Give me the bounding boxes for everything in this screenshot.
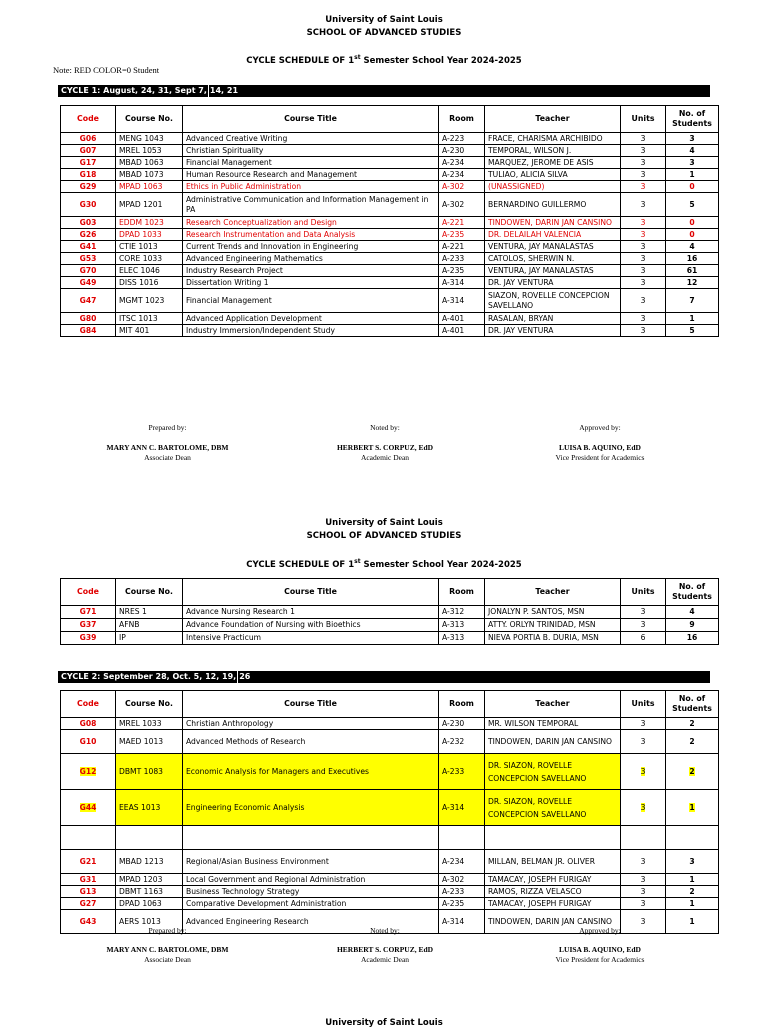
- cycle1-table: [60, 105, 719, 337]
- cell-teacher: MARQUEZ, JEROME DE ASIS: [485, 157, 621, 169]
- cell-teacher: DR. JAY VENTURA: [485, 277, 621, 289]
- col-students: No. of Students: [666, 579, 719, 606]
- cell-teacher: TINDOWEN, DARIN JAN CANSINO: [485, 217, 621, 229]
- cell-students: 1: [666, 874, 719, 886]
- approved-by-block-2: [520, 945, 680, 965]
- cell-units: 3: [621, 241, 666, 253]
- table-row: [61, 886, 719, 898]
- cell-course-no: DPAD 1033: [116, 229, 183, 241]
- table-row: [61, 790, 719, 826]
- cell-code: G06: [61, 133, 116, 145]
- cell-course-title: Dissertation Writing 1: [183, 277, 439, 289]
- col-teacher: Teacher: [485, 579, 621, 606]
- cycle2-label: CYCLE 2: September 28, Oct. 5, 12, 19,: [61, 672, 237, 681]
- university-name-2: University of Saint Louis: [325, 518, 443, 528]
- cell-teacher: TINDOWEN, DARIN JAN CANSINO: [485, 730, 621, 754]
- cell-course-no: MBAD 1213: [116, 850, 183, 874]
- cell-course-no: MPAD 1201: [116, 193, 183, 217]
- cell-students: 1: [666, 313, 719, 325]
- cell-course-no: DBMT 1083: [116, 754, 183, 790]
- cell-students: 7: [666, 289, 719, 313]
- cell-course-title: Local Government and Regional Administration: [183, 874, 439, 886]
- cell-code: [61, 790, 116, 826]
- cell-teacher: DR. DELAILAH VALENCIA: [485, 229, 621, 241]
- cell-room: A-313: [439, 632, 485, 645]
- cell-room: A-302: [439, 193, 485, 217]
- prepared-by-label-2: Prepared by:: [148, 926, 187, 935]
- table-row: [61, 325, 719, 337]
- table-row: [61, 850, 719, 874]
- cell-units: 3: [621, 253, 666, 265]
- cell-teacher: CATOLOS, SHERWIN N.: [485, 253, 621, 265]
- cell-course-no: MENG 1043: [116, 133, 183, 145]
- cell-students: 5: [666, 325, 719, 337]
- approved-by-role-2: Vice President for Academics: [555, 955, 645, 964]
- cell-code: G70: [61, 265, 116, 277]
- cell-students: 2: [666, 718, 719, 730]
- col-course-no: Course No.: [116, 691, 183, 718]
- cell-students: 4: [666, 606, 719, 619]
- col-room: Room: [439, 579, 485, 606]
- cell-course-no: IP: [116, 632, 183, 645]
- cell-code: G29: [61, 181, 116, 193]
- cell-course-no: MBAD 1063: [116, 157, 183, 169]
- cell-teacher: NIEVA PORTIA B. DURIA, MSN: [485, 632, 621, 645]
- col-code: Code: [61, 106, 116, 133]
- approved-by-role: Vice President for Academics: [555, 453, 645, 462]
- color-note: Note: RED COLOR=0 Student: [53, 65, 160, 75]
- cell-course-no: DBMT 1163: [116, 886, 183, 898]
- empty-cell: [116, 826, 183, 850]
- cell-course-title: Industry Research Project: [183, 265, 439, 277]
- cell-code: G13: [61, 886, 116, 898]
- cell-room: A-314: [439, 790, 485, 826]
- cell-room: A-221: [439, 241, 485, 253]
- cell-course-no: MPAD 1203: [116, 874, 183, 886]
- col-students: No. of Students: [666, 691, 719, 718]
- cell-units: 3: [621, 229, 666, 241]
- cell-teacher: TINDOWEN, DARIN JAN CANSINO: [485, 910, 621, 934]
- cell-code: G53: [61, 253, 116, 265]
- col-course-title: Course Title: [183, 579, 439, 606]
- cell-course-title: Research Conceptualization and Design: [183, 217, 439, 229]
- empty-cell: [61, 826, 116, 850]
- cell-room: A-314: [439, 277, 485, 289]
- cell-units: 3: [621, 874, 666, 886]
- cell-code: G18: [61, 169, 116, 181]
- cell-students: 0: [666, 229, 719, 241]
- cell-course-title: Administrative Communication and Information Management in PA: [183, 193, 439, 217]
- noted-by-name: HERBERT S. CORPUZ, EdD: [336, 443, 434, 452]
- cell-course-no: MAED 1013: [116, 730, 183, 754]
- cell-units: 3: [621, 265, 666, 277]
- cell-room: A-401: [439, 325, 485, 337]
- approved-by-label: Approved by:: [579, 423, 621, 432]
- nursing-table: [60, 578, 719, 645]
- table-header-row: [61, 106, 719, 133]
- cell-course-title: Advanced Engineering Research: [183, 910, 439, 934]
- empty-cell: [666, 826, 719, 850]
- cell-code: G26: [61, 229, 116, 241]
- cell-code: G27: [61, 898, 116, 910]
- cell-course-no: CTIE 1013: [116, 241, 183, 253]
- cell-room: A-302: [439, 181, 485, 193]
- cell-course-title: Comparative Development Administration: [183, 898, 439, 910]
- table-row: [61, 241, 719, 253]
- table-row: [61, 133, 719, 145]
- cycle1-bar: [58, 85, 710, 97]
- cell-students: 16: [666, 632, 719, 645]
- table-row: [61, 754, 719, 790]
- cell-students: 3: [666, 850, 719, 874]
- cell-course-no: MREL 1053: [116, 145, 183, 157]
- cell-course-no: DISS 1016: [116, 277, 183, 289]
- col-course-title: Course Title: [183, 106, 439, 133]
- cell-students-highlight: 2: [689, 766, 695, 776]
- empty-cell: [183, 826, 439, 850]
- prepared-by-name: MARY ANN C. BARTOLOME, DBM: [106, 443, 229, 452]
- cell-code: G41: [61, 241, 116, 253]
- col-course-no: Course No.: [116, 579, 183, 606]
- cell-code: G39: [61, 632, 116, 645]
- cell-course-no: NRES 1: [116, 606, 183, 619]
- cell-students: 1: [666, 169, 719, 181]
- approved-by-name: LUISA B. AQUINO, EdD: [559, 443, 641, 452]
- cell-units: 3: [621, 133, 666, 145]
- col-units: Units: [621, 579, 666, 606]
- cell-course-no: DPAD 1063: [116, 898, 183, 910]
- cell-code: [61, 754, 116, 790]
- cell-code-highlight: G12: [79, 766, 97, 776]
- cycle2-table: [60, 690, 719, 934]
- noted-by-name-2: HERBERT S. CORPUZ, EdD: [336, 945, 434, 954]
- cell-code: G10: [61, 730, 116, 754]
- cell-course-title: Intensive Practicum: [183, 632, 439, 645]
- table-row: [61, 157, 719, 169]
- cell-students: 0: [666, 217, 719, 229]
- cell-teacher: TEMPORAL, WILSON J.: [485, 145, 621, 157]
- cell-course-title: Advanced Application Development: [183, 313, 439, 325]
- cell-students: 2: [666, 886, 719, 898]
- cell-units: 3: [621, 157, 666, 169]
- col-teacher: Teacher: [485, 691, 621, 718]
- empty-cell: [485, 826, 621, 850]
- cell-units: 6: [621, 632, 666, 645]
- cell-units: 3: [621, 619, 666, 632]
- cycle1-label: CYCLE 1: August, 24, 31, Sept 7,: [61, 86, 207, 95]
- cell-teacher: VENTURA, JAY MANALASTAS: [485, 241, 621, 253]
- cell-units: 3: [621, 898, 666, 910]
- table-row: [61, 289, 719, 313]
- approved-by-label-2: Approved by:: [579, 926, 621, 935]
- col-units: Units: [621, 106, 666, 133]
- cycle1-label-tail: 14, 21: [209, 86, 239, 95]
- table-row: [61, 193, 719, 217]
- noted-by-role-2: Academic Dean: [360, 955, 410, 964]
- cell-course-no: AFNB: [116, 619, 183, 632]
- cell-room: A-230: [439, 145, 485, 157]
- cell-students: 3: [666, 157, 719, 169]
- cell-teacher: JONALYN P. SANTOS, MSN: [485, 606, 621, 619]
- table-row: [61, 874, 719, 886]
- cell-course-title: Advanced Engineering Mathematics: [183, 253, 439, 265]
- cell-course-no: CORE 1033: [116, 253, 183, 265]
- cell-students: 16: [666, 253, 719, 265]
- empty-cell: [439, 826, 485, 850]
- cell-units: 3: [621, 325, 666, 337]
- cell-room: A-401: [439, 313, 485, 325]
- prepared-by-role-2: Associate Dean: [144, 955, 191, 964]
- prepared-by-label: Prepared by:: [148, 423, 187, 432]
- cell-teacher: FRACE, CHARISMA ARCHIBIDO: [485, 133, 621, 145]
- cell-room: A-232: [439, 730, 485, 754]
- noted-by-role: Academic Dean: [360, 453, 410, 462]
- cell-students-highlight: 1: [689, 802, 695, 812]
- table-row: [61, 730, 719, 754]
- prepared-by-block-2: [70, 945, 265, 965]
- cell-course-title: Industry Immersion/Independent Study: [183, 325, 439, 337]
- cell-room: A-235: [439, 229, 485, 241]
- cell-teacher: DR. JAY VENTURA: [485, 325, 621, 337]
- cell-teacher: TAMACAY, JOSEPH FURIGAY: [485, 898, 621, 910]
- table-row: [61, 718, 719, 730]
- cell-students: 1: [666, 898, 719, 910]
- table-row: [61, 898, 719, 910]
- col-students: No. of Students: [666, 106, 719, 133]
- cell-teacher: BERNARDINO GUILLERMO: [485, 193, 621, 217]
- cell-room: A-221: [439, 217, 485, 229]
- cell-code: G47: [61, 289, 116, 313]
- cell-teacher: RASALAN, BRYAN: [485, 313, 621, 325]
- cell-units: 3: [621, 850, 666, 874]
- cell-course-no: ELEC 1046: [116, 265, 183, 277]
- approved-by-name-2: LUISA B. AQUINO, EdD: [559, 945, 641, 954]
- noted-by-label-2: Noted by:: [370, 926, 400, 935]
- table-row: [61, 145, 719, 157]
- cell-room: A-230: [439, 718, 485, 730]
- noted-by-block-2: [300, 945, 470, 965]
- noted-by-block: [300, 443, 470, 463]
- cell-code: G71: [61, 606, 116, 619]
- cell-students: 2: [666, 730, 719, 754]
- cell-room: A-234: [439, 169, 485, 181]
- prepared-by-name-2: MARY ANN C. BARTOLOME, DBM: [106, 945, 229, 954]
- cell-units-highlight: 3: [640, 802, 646, 812]
- cycle2-label-tail: 26: [239, 672, 251, 681]
- cell-teacher: TULIAO, ALICIA SILVA: [485, 169, 621, 181]
- school-name: SCHOOL OF ADVANCED STUDIES: [306, 28, 462, 38]
- prepared-by-role: Associate Dean: [144, 453, 191, 462]
- cell-course-no: EEAS 1013: [116, 790, 183, 826]
- cell-course-no: MIT 401: [116, 325, 183, 337]
- cell-units: 3: [621, 193, 666, 217]
- table-header-row: [61, 691, 719, 718]
- cell-code: G17: [61, 157, 116, 169]
- col-room: Room: [439, 691, 485, 718]
- cell-students: 1: [666, 910, 719, 934]
- cell-code-highlight: G44: [79, 802, 97, 812]
- cell-code: G37: [61, 619, 116, 632]
- cell-units: 3: [621, 217, 666, 229]
- cell-code: G07: [61, 145, 116, 157]
- cell-room: A-312: [439, 606, 485, 619]
- cell-course-title: Ethics in Public Administration: [183, 181, 439, 193]
- table-row: [61, 181, 719, 193]
- cell-units: [621, 754, 666, 790]
- cell-course-no: ITSC 1013: [116, 313, 183, 325]
- cell-teacher: SIAZON, ROVELLE CONCEPCION SAVELLANO: [485, 289, 621, 313]
- cell-course-title: Christian Spirituality: [183, 145, 439, 157]
- table-row: [61, 619, 719, 632]
- schedule-title: CYCLE SCHEDULE OF 1st Semester School Year 2024-2025: [246, 54, 522, 66]
- approved-by-block: [520, 443, 680, 463]
- cell-room: A-302: [439, 874, 485, 886]
- cell-code: G21: [61, 850, 116, 874]
- noted-by-label: Noted by:: [370, 423, 400, 432]
- cycle2-bar: [58, 671, 710, 683]
- cell-course-title: Advanced Creative Writing: [183, 133, 439, 145]
- cell-units: 3: [621, 730, 666, 754]
- cell-students: 61: [666, 265, 719, 277]
- cell-code: G08: [61, 718, 116, 730]
- cell-students: 3: [666, 133, 719, 145]
- col-course-title: Course Title: [183, 691, 439, 718]
- cell-teacher: ATTY. ORLYN TRINIDAD, MSN: [485, 619, 621, 632]
- cell-code: G49: [61, 277, 116, 289]
- cell-units: 3: [621, 606, 666, 619]
- cell-room: A-223: [439, 133, 485, 145]
- cell-course-title: Economic Analysis for Managers and Executives: [183, 754, 439, 790]
- cell-course-title: Financial Management: [183, 157, 439, 169]
- cell-course-no: MGMT 1023: [116, 289, 183, 313]
- cell-students: 0: [666, 181, 719, 193]
- table-row: [61, 253, 719, 265]
- table-header-row: [61, 579, 719, 606]
- cell-course-title: Financial Management: [183, 289, 439, 313]
- cell-course-no: AERS 1013: [116, 910, 183, 934]
- cell-room: A-233: [439, 886, 485, 898]
- cell-room: A-233: [439, 253, 485, 265]
- cell-students: 4: [666, 145, 719, 157]
- cell-course-title: Christian Anthropology: [183, 718, 439, 730]
- cell-teacher: TAMACAY, JOSEPH FURIGAY: [485, 874, 621, 886]
- university-name: University of Saint Louis: [325, 15, 443, 25]
- cell-course-no: EDDM 1023: [116, 217, 183, 229]
- empty-row: [61, 826, 719, 850]
- schedule-title-2: CYCLE SCHEDULE OF 1st Semester School Year 2024-2025: [246, 558, 522, 570]
- cell-course-title: Business Technology Strategy: [183, 886, 439, 898]
- table-row: [61, 277, 719, 289]
- table-row: [61, 229, 719, 241]
- cell-course-no: MBAD 1073: [116, 169, 183, 181]
- prepared-by-block: [70, 443, 265, 463]
- cell-course-title: Advance Nursing Research 1: [183, 606, 439, 619]
- cell-students: [666, 754, 719, 790]
- cell-students: 9: [666, 619, 719, 632]
- cell-course-title: Advanced Methods of Research: [183, 730, 439, 754]
- col-code: Code: [61, 691, 116, 718]
- cell-course-no: MPAD 1063: [116, 181, 183, 193]
- cell-units-highlight: 3: [640, 766, 646, 776]
- col-teacher: Teacher: [485, 106, 621, 133]
- cell-teacher: VENTURA, JAY MANALASTAS: [485, 265, 621, 277]
- cell-room: A-313: [439, 619, 485, 632]
- cell-units: 3: [621, 277, 666, 289]
- col-room: Room: [439, 106, 485, 133]
- cell-room: A-314: [439, 289, 485, 313]
- cell-units: 3: [621, 181, 666, 193]
- cell-students: 5: [666, 193, 719, 217]
- col-code: Code: [61, 579, 116, 606]
- cell-course-no: MREL 1033: [116, 718, 183, 730]
- cell-units: 3: [621, 910, 666, 934]
- cell-course-title: Regional/Asian Business Environment: [183, 850, 439, 874]
- cell-students: 4: [666, 241, 719, 253]
- cell-code: G03: [61, 217, 116, 229]
- cell-units: 3: [621, 718, 666, 730]
- cell-students: [666, 790, 719, 826]
- cell-units: 3: [621, 289, 666, 313]
- cell-room: A-234: [439, 850, 485, 874]
- cell-room: A-235: [439, 898, 485, 910]
- cell-course-title: Current Trends and Innovation in Engineering: [183, 241, 439, 253]
- cell-course-title: Research Instrumentation and Data Analysis: [183, 229, 439, 241]
- cell-course-title: Engineering Economic Analysis: [183, 790, 439, 826]
- cell-teacher: MR. WILSON TEMPORAL: [485, 718, 621, 730]
- cell-units: [621, 790, 666, 826]
- cell-room: A-233: [439, 754, 485, 790]
- cell-room: A-314: [439, 910, 485, 934]
- school-name-2: SCHOOL OF ADVANCED STUDIES: [306, 531, 462, 541]
- col-units: Units: [621, 691, 666, 718]
- cell-students: 12: [666, 277, 719, 289]
- cell-teacher: (UNASSIGNED): [485, 181, 621, 193]
- col-course-no: Course No.: [116, 106, 183, 133]
- table-row: [61, 265, 719, 277]
- cell-units: 3: [621, 145, 666, 157]
- cell-units: 3: [621, 313, 666, 325]
- cell-teacher: DR. SIAZON, ROVELLE CONCEPCION SAVELLANO: [485, 754, 621, 790]
- cell-code: G80: [61, 313, 116, 325]
- table-row: [61, 217, 719, 229]
- next-page-header-fragment: University of Saint Louis: [325, 1018, 443, 1028]
- cell-teacher: MILLAN, BELMAN JR. OLIVER: [485, 850, 621, 874]
- table-row: [61, 632, 719, 645]
- cell-course-title: Advance Foundation of Nursing with Bioethics: [183, 619, 439, 632]
- cell-teacher: DR. SIAZON, ROVELLE CONCEPCION SAVELLANO: [485, 790, 621, 826]
- table-row: [61, 606, 719, 619]
- cell-room: A-235: [439, 265, 485, 277]
- cell-code: G43: [61, 910, 116, 934]
- table-row: [61, 313, 719, 325]
- table-row: [61, 169, 719, 181]
- empty-cell: [621, 826, 666, 850]
- cell-code: G30: [61, 193, 116, 217]
- cell-teacher: RAMOS, RIZZA VELASCO: [485, 886, 621, 898]
- cell-units: 3: [621, 886, 666, 898]
- cell-code: G84: [61, 325, 116, 337]
- cell-units: 3: [621, 169, 666, 181]
- cell-course-title: Human Resource Research and Management: [183, 169, 439, 181]
- cell-room: A-234: [439, 157, 485, 169]
- cell-code: G31: [61, 874, 116, 886]
